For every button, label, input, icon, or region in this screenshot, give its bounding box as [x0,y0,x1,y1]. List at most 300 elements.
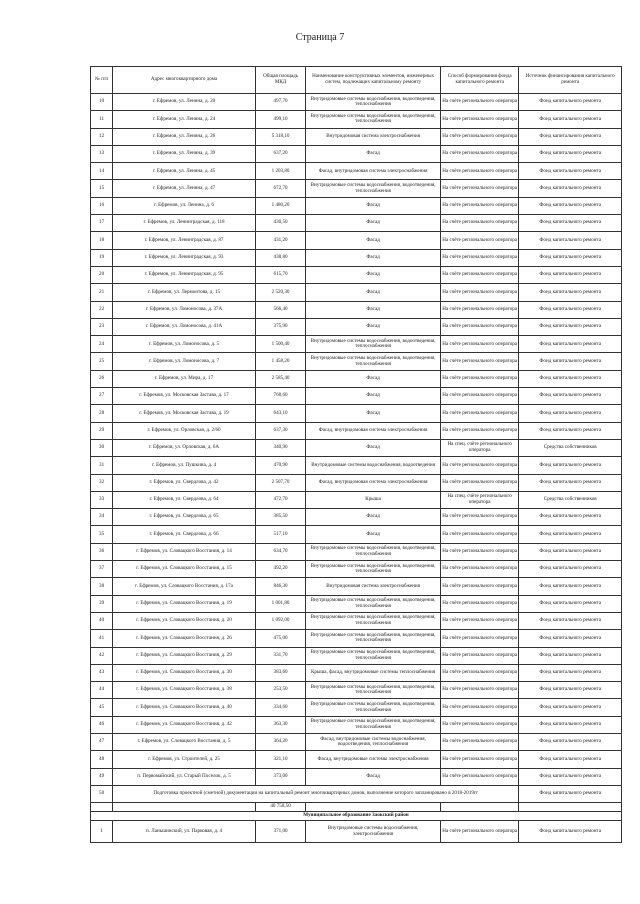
cell-address: г. Ефремов, ул. Словацкого Восстания, д. 40 [113,699,256,716]
table-row [91,630,622,647]
cell-number: 37 [91,561,113,578]
section-title: Муниципальное образование Заокский район [91,812,622,821]
cell-number: 34 [91,509,113,526]
cell-address: г. Ефремов, ул. Ломоносова, д. 41А [113,318,256,335]
cell-number: 15 [91,180,113,197]
cell-method: На счёте регионального оператора [440,457,518,474]
table-row [91,682,622,699]
cell-number: 32 [91,474,113,491]
table-row [91,422,622,439]
cell-works: Фасад [306,439,441,456]
header-method: Способ формирования фонда капитального ремонта [440,67,518,94]
cell-number: 26 [91,370,113,387]
cell-area: 431,20 [255,232,305,249]
cell-address: г. Ефремов, ул. Ленинградская, д. 93 [113,249,256,266]
cell-works: Внутридомовые системы водоснабжения, водоотведения, теплоснабжения [306,699,441,716]
total-empty [306,803,441,812]
cell-method: На счёте регионального оператора [440,163,518,180]
table-row [91,145,622,162]
cell-source: Средства собственников [519,439,622,456]
cell-method: На счёте регионального оператора [440,405,518,422]
cell-method: На счёте регионального оператора [440,145,518,162]
cell-address: п. Ланьшинский, ул. Парковая, д. 4 [113,821,256,843]
table-row [91,751,622,768]
repair-program-table [90,66,622,843]
cell-area: 1 458,20 [255,353,305,370]
cell-method: На спец. счёте регионального оператора [440,491,518,508]
cell-area: 615,70 [255,266,305,283]
cell-area: 383,60 [255,664,305,681]
cell-address: г. Ефремов, ул. Свердлова, д. 65 [113,509,256,526]
cell-area: 492,20 [255,561,305,578]
cell-method: На счёте регионального оператора [440,370,518,387]
cell-area: 768,60 [255,388,305,405]
cell-area: 430,50 [255,215,305,232]
cell-source: Фонд капитального ремонта [519,751,622,768]
cell-source: Фонд капитального ремонта [519,266,622,283]
cell-works: Внутридомовые системы водоснабжения, водоотведения, теплоснабжения [306,630,441,647]
table-row [91,561,622,578]
cell-number: 25 [91,353,113,370]
cell-area: 253,50 [255,682,305,699]
table-header-row [91,67,622,94]
table-row [91,647,622,664]
table-row [91,543,622,560]
cell-number: 27 [91,388,113,405]
cell-works: Крыша [306,491,441,508]
cell-source: Фонд капитального ремонта [519,682,622,699]
cell-source: Фонд капитального ремонта [519,163,622,180]
cell-works: Внутридомовые системы водоснабжения, водоотведения, теплоснабжения [306,647,441,664]
cell-area: 497,70 [255,94,305,111]
table-row-zaoksky-1 [91,821,622,843]
cell-method: На счёте регионального оператора [440,422,518,439]
cell-area: 472,70 [255,491,305,508]
cell-address: г. Ефремов, ул. Ломоносова, д. 7 [113,353,256,370]
cell-method: На счёте регионального оператора [440,388,518,405]
cell-method: На спец. счёте регионального оператора [440,439,518,456]
cell-area: 637,30 [255,422,305,439]
cell-source: Средства собственников [519,491,622,508]
cell-address: п. Первомайский, ул. Старый Поселок, д. 5 [113,768,256,785]
cell-source: Фонд капитального ремонта [519,249,622,266]
cell-works: Фасад [306,370,441,387]
cell-number: 12 [91,128,113,145]
cell-area: 385,50 [255,509,305,526]
cell-method: На счёте регионального оператора [440,578,518,595]
cell-source: Фонд капитального ремонта [519,388,622,405]
cell-number: 11 [91,111,113,128]
cell-address: г. Ефремов, ул. Ленинградская, д. 118 [113,215,256,232]
cell-works: Внутридомовые системы водоснабжения, водоотведения, теплоснабжения [306,94,441,111]
cell-address: г. Ефремов, ул. Ломоносова, д. 37А [113,301,256,318]
cell-source: Фонд капитального ремонта [519,215,622,232]
cell-area: 517,10 [255,526,305,543]
cell-source: Фонд капитального ремонта [519,526,622,543]
cell-source: Фонд капитального ремонта [519,821,622,843]
cell-works: Внутридомовые системы водоснабжения, водоотведения, теплоснабжения [306,543,441,560]
table-row [91,180,622,197]
cell-area: 371,00 [255,821,305,843]
cell-number: 18 [91,232,113,249]
cell-source: Фонд капитального ремонта [519,595,622,612]
cell-number: 45 [91,699,113,716]
table-row [91,612,622,629]
table-row [91,491,622,508]
cell-address: г. Ефремов, ул. Словацкого Восстания, д. 42 [113,716,256,733]
cell-address: г. Ефремов, ул. Ленина, д. 26 [113,128,256,145]
cell-number: 22 [91,301,113,318]
cell-works: Фасад [306,526,441,543]
cell-address: г. Ефремов, ул. Ленина, д. 6 [113,197,256,214]
cell-area: 334,60 [255,699,305,716]
cell-works: Крыша, фасад, внутридомовые системы теплоснабжения [306,664,441,681]
cell-number: 29 [91,422,113,439]
cell-source: Фонд капитального ремонта [519,474,622,491]
cell-number: 28 [91,405,113,422]
table-row [91,457,622,474]
cell-source: Фонд капитального ремонта [519,630,622,647]
cell-source: Фонд капитального ремонта [519,543,622,560]
table-row [91,526,622,543]
cell-source: Фонд капитального ремонта [519,509,622,526]
cell-number: 30 [91,439,113,456]
cell-method: На счёте регионального оператора [440,647,518,664]
cell-area: 2 520,30 [255,284,305,301]
cell-area: 373,00 [255,768,305,785]
cell-address: г. Ефремов, ул. Ленина, д. 45 [113,163,256,180]
cell-number: 48 [91,751,113,768]
cell-address: г. Ефремов, ул. Словацкого Восстания, д. 14 [113,543,256,560]
cell-method: На счёте регионального оператора [440,630,518,647]
cell-address: г. Ефремов, ул. Свердлова, д. 42 [113,474,256,491]
cell-source: Фонд капитального ремонта [519,232,622,249]
cell-source: Фонд капитального ремонта [519,664,622,681]
total-empty [91,803,113,812]
cell-works: Внутридомовые системы водоснабжения, водоотведения, теплоснабжения [306,180,441,197]
cell-source: Фонд капитального ремонта [519,111,622,128]
total-row [91,803,622,812]
cell-number: 23 [91,318,113,335]
cell-address: г. Ефремов, ул. Строителей, д. 25 [113,751,256,768]
cell-source: Фонд капитального ремонта [519,180,622,197]
cell-address: г. Ефремов, ул. Ленинградская, д. 87 [113,232,256,249]
cell-number: 19 [91,249,113,266]
cell-number: 21 [91,284,113,301]
cell-method: На счёте регионального оператора [440,543,518,560]
cell-source: Фонд капитального ремонта [519,768,622,785]
cell-source: Фонд капитального ремонта [519,284,622,301]
cell-address: г. Ефремов, ул. Словацкого Восстания, д. 20 [113,612,256,629]
cell-number: 49 [91,768,113,785]
cell-number: 38 [91,578,113,595]
cell-works: Фасад [306,232,441,249]
total-empty [113,803,256,812]
table-row [91,768,622,785]
cell-method: На счёте регионального оператора [440,474,518,491]
cell-method: На счёте регионального оператора [440,197,518,214]
cell-area: 634,70 [255,543,305,560]
cell-number: 41 [91,630,113,647]
table-row [91,595,622,612]
cell-area: 364,20 [255,733,305,750]
cell-works: Внутридомовая система электроснабжения [306,128,441,145]
cell-source: Фонд капитального ремонта [519,336,622,353]
cell-method: На счёте регионального оператора [440,128,518,145]
cell-source: Фонд капитального ремонта [519,405,622,422]
cell-address: г. Ефремов, ул. Словацкого Восстания, д. 5 [113,733,256,750]
cell-number: 43 [91,664,113,681]
cell-works: Фасад [306,768,441,785]
cell-area: 2 585,40 [255,370,305,387]
cell-works: Внутридомовая система электроснабжения [306,578,441,595]
cell-source: Фонд капитального ремонта [519,733,622,750]
table-row [91,94,622,111]
cell-address: г. Ефремов, ул. Ленина, д. 39 [113,145,256,162]
cell-works: Внутридомовые системы водоснабжения, водоотведения [306,457,441,474]
cell-source: Фонд капитального ремонта [519,457,622,474]
total-empty [519,803,622,812]
cell-number: 17 [91,215,113,232]
cell-address: г. Ефремов, ул. Лермонтова, д. 15 [113,284,256,301]
cell-works: Фасад [306,318,441,335]
table-row [91,215,622,232]
cell-works: Внутридомовые системы водоснабжения, электроснабжения [306,821,441,843]
cell-source: Фонд капитального ремонта [519,128,622,145]
cell-works: Фасад [306,249,441,266]
cell-area: 2 507,70 [255,474,305,491]
cell-works: Внутридомовые системы водоснабжения, водоотведения, теплоснабжения [306,612,441,629]
cell-method: На счёте регионального оператора [440,612,518,629]
table-row [91,336,622,353]
cell-number: 10 [91,94,113,111]
cell-number: 16 [91,197,113,214]
table-row [91,699,622,716]
cell-source: Фонд капитального ремонта [519,301,622,318]
cell-method: На счёте регионального оператора [440,215,518,232]
cell-number: 46 [91,716,113,733]
cell-number: 14 [91,163,113,180]
header-area: Общая площадь МКД [255,67,305,94]
table-row [91,578,622,595]
cell-area: 637,20 [255,145,305,162]
cell-area: 321,10 [255,751,305,768]
cell-number: 36 [91,543,113,560]
cell-area: 375,90 [255,318,305,335]
cell-method: На счёте регионального оператора [440,561,518,578]
cell-works: Внутридомовые системы водоснабжения, водоотведения, теплоснабжения [306,111,441,128]
cell-method: На счёте регионального оператора [440,682,518,699]
cell-address: г. Ефремов, ул. Орловская, д. 6А [113,439,256,456]
cell-method: На счёте регионального оператора [440,751,518,768]
cell-number: 47 [91,733,113,750]
cell-number: 50 [91,785,113,802]
cell-area: 643,10 [255,405,305,422]
header-address: Адрес многоквартирного дома [113,67,256,94]
cell-method: На счёте регионального оператора [440,509,518,526]
table-row [91,197,622,214]
table-row [91,353,622,370]
cell-source: Фонд капитального ремонта [519,612,622,629]
cell-method: На счёте регионального оператора [440,716,518,733]
cell-works: Внутридомовые системы водоснабжения, водоотведения, теплоснабжения [306,353,441,370]
cell-works: Внутридомовые системы водоснабжения, водоотведения, теплоснабжения [306,595,441,612]
cell-number: 40 [91,612,113,629]
page-title: Страница 7 [295,32,345,43]
cell-number: 33 [91,491,113,508]
cell-source: Фонд капитального ремонта [519,145,622,162]
cell-works: Фасад [306,266,441,283]
cell-address: г. Ефремов, ул. Свердлова, д. 64 [113,491,256,508]
total-area: 40 758,50 [255,803,305,812]
cell-area: 1 500,40 [255,336,305,353]
cell-works: Внутридомовые системы водоснабжения, водоотведения, теплоснабжения [306,716,441,733]
cell-method: На счёте регионального оператора [440,821,518,843]
table-row [91,370,622,387]
cell-address: г. Ефремов, ул. Пушкина, д. 4 [113,457,256,474]
cell-area: 499,10 [255,111,305,128]
table-row [91,664,622,681]
cell-number: 13 [91,145,113,162]
cell-address: г. Ефремов, ул. Мира, д. 17 [113,370,256,387]
table-row [91,439,622,456]
cell-area: 1 203,80 [255,163,305,180]
table-row [91,716,622,733]
cell-number: 42 [91,647,113,664]
cell-address: г. Ефремов, ул. Словацкого Восстания, д. 15 [113,561,256,578]
cell-number: 39 [91,595,113,612]
cell-area: 470,90 [255,457,305,474]
table-row [91,111,622,128]
table-row [91,266,622,283]
cell-source: Фонд капитального ремонта [519,785,622,802]
header-number: № п/п [91,67,113,94]
cell-number: 31 [91,457,113,474]
cell-area: 331,70 [255,647,305,664]
cell-number: 35 [91,526,113,543]
table-row [91,733,622,750]
cell-method: На счёте регионального оператора [440,353,518,370]
cell-works: Фасад [306,215,441,232]
cell-address: г. Ефремов, ул. Словацкого Восстания, д. 17а [113,578,256,595]
table-row [91,128,622,145]
cell-works: Фасад, внутридомовые системы электроснабжения [306,751,441,768]
cell-area: 5 318,10 [255,128,305,145]
cell-area: 438,80 [255,249,305,266]
cell-address: г. Ефремов, ул. Словацкого Восстания, д. 19 [113,595,256,612]
table-row [91,301,622,318]
header-works: Наименование конструктивных элементов, инженерных систем, подлежащих капитальному ремонту [306,67,441,94]
cell-area: 1 001,80 [255,595,305,612]
cell-source: Фонд капитального ремонта [519,197,622,214]
cell-project-docs: Подготовка проектной (сметной) документации на капитальный ремонт многоквартирных домов, выполнение которого запланировано в 2018-2019гг [113,785,519,802]
cell-method: На счёте регионального оператора [440,266,518,283]
cell-method: На счёте регионального оператора [440,733,518,750]
table-body [91,94,622,843]
cell-works: Фасад, внутридомовая система электроснабжения [306,163,441,180]
cell-number: 24 [91,336,113,353]
cell-area: 340,90 [255,439,305,456]
cell-method: На счёте регионального оператора [440,768,518,785]
table-row [91,405,622,422]
cell-works: Фасад, внутридомовая система электроснабжения [306,422,441,439]
table-row [91,249,622,266]
cell-address: г. Ефремов, ул. Ленина, д. 47 [113,180,256,197]
cell-area: 1 092,00 [255,612,305,629]
cell-method: На счёте регионального оператора [440,94,518,111]
table-row [91,388,622,405]
cell-works: Фасад [306,405,441,422]
table-row [91,284,622,301]
cell-source: Фонд капитального ремонта [519,716,622,733]
cell-method: На счёте регионального оператора [440,664,518,681]
cell-works: Фасад [306,284,441,301]
cell-address: г. Ефремов, ул. Орловская, д. 2/60 [113,422,256,439]
cell-source: Фонд капитального ремонта [519,318,622,335]
cell-address: г. Ефремов, ул. Ленинградская, д. 95 [113,266,256,283]
table-row [91,318,622,335]
header-source: Источник финансирования капитального ремонта [519,67,622,94]
cell-address: г. Ефремов, ул. Московская Застава, д. 17 [113,388,256,405]
cell-address: г. Ефремов, ул. Ленина, д. 24 [113,111,256,128]
cell-area: 1 480,20 [255,197,305,214]
cell-source: Фонд капитального ремонта [519,578,622,595]
cell-source: Фонд капитального ремонта [519,699,622,716]
table-row [91,509,622,526]
cell-method: На счёте регионального оператора [440,111,518,128]
cell-area: 363,30 [255,716,305,733]
cell-works: Фасад, внутридомовые системы водоснабжения, водоотведения, теплоснабжения [306,733,441,750]
cell-source: Фонд капитального ремонта [519,353,622,370]
cell-address: г. Ефремов, ул. Словацкого Восстания, д. 30 [113,664,256,681]
cell-area: 672,70 [255,180,305,197]
cell-address: г. Ефремов, ул. Словацкого Восстания, д. 29 [113,647,256,664]
table-row [91,163,622,180]
cell-area: 475,00 [255,630,305,647]
cell-method: На счёте регионального оператора [440,232,518,249]
cell-works: Фасад [306,509,441,526]
table-row [91,474,622,491]
cell-address: г. Ефремов, ул. Московская Застава, д. 19 [113,405,256,422]
cell-method: На счёте регионального оператора [440,284,518,301]
cell-works: Фасад, внутридомовая система электроснабжения [306,474,441,491]
cell-works: Фасад [306,145,441,162]
section-row [91,812,622,821]
cell-method: На счёте регионального оператора [440,526,518,543]
cell-address: г. Ефремов, ул. Словацкого Восстания, д. 26 [113,630,256,647]
cell-method: На счёте регионального оператора [440,301,518,318]
cell-source: Фонд капитального ремонта [519,94,622,111]
cell-works: Внутридомовые системы водоснабжения, водоотведения, теплоснабжения [306,561,441,578]
total-empty [440,803,518,812]
table-row-50 [91,785,622,802]
cell-number: 1 [91,821,113,843]
cell-source: Фонд капитального ремонта [519,422,622,439]
cell-source: Фонд капитального ремонта [519,647,622,664]
cell-method: На счёте регионального оператора [440,699,518,716]
cell-address: г. Ефремов, ул. Словацкого Восстания, д. 38 [113,682,256,699]
cell-source: Фонд капитального ремонта [519,561,622,578]
cell-source: Фонд капитального ремонта [519,370,622,387]
cell-number: 20 [91,266,113,283]
cell-method: На счёте регионального оператора [440,318,518,335]
cell-number: 44 [91,682,113,699]
cell-area: 566,40 [255,301,305,318]
cell-works: Фасад [306,197,441,214]
cell-method: На счёте регионального оператора [440,249,518,266]
cell-address: г. Ефремов, ул. Свердлова, д. 66 [113,526,256,543]
cell-address: г. Ефремов, ул. Ленина, д. 20 [113,94,256,111]
